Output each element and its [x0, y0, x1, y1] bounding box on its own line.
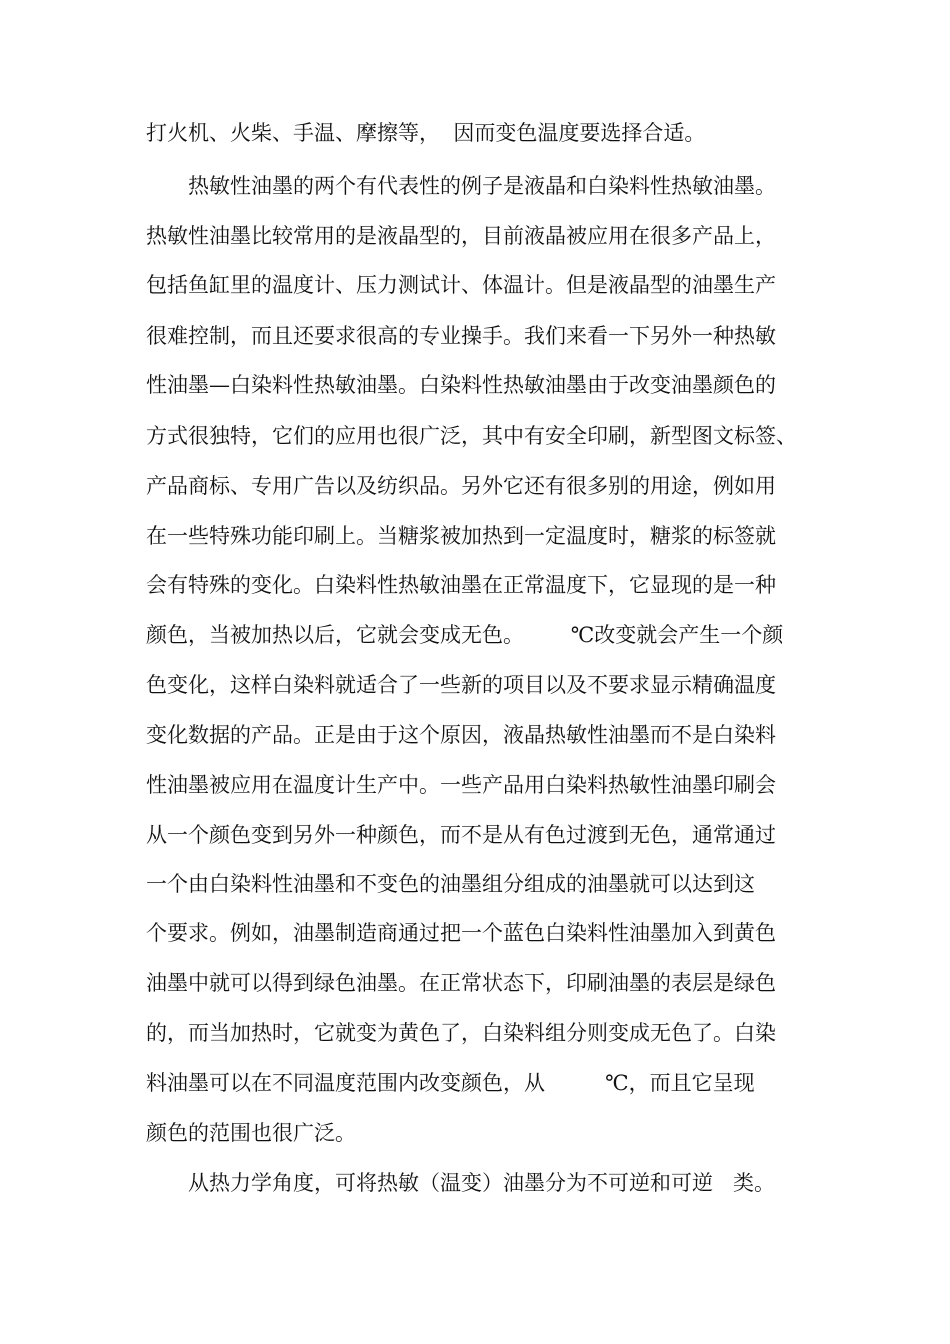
text-line: 从一个颜色变到另外一种颜色，而不是从有色过渡到无色，通常通过: [146, 823, 776, 847]
text-line: 色变化，这样白染料就适合了一些新的项目以及不要求显示精确温度: [146, 673, 776, 697]
text-line: 很难控制，而且还要求很高的专业操手。我们来看一下另外一种热敏: [146, 324, 776, 348]
text-line: 热敏性油墨比较常用的是液晶型的，目前液晶被应用在很多产品上，: [146, 224, 776, 248]
text-line: 油墨中就可以得到绿色油墨。在正常状态下，印刷油墨的表层是绿色: [146, 971, 776, 995]
text-line: 产品商标、专用广告以及纺织品。另外它还有很多别的用途，例如用: [146, 474, 776, 498]
text-line: 个要求。例如，油墨制造商通过把一个蓝色白染料性油墨加入到黄色: [146, 921, 776, 945]
text-line: 性油墨被应用在温度计生产中。一些产品用白染料热敏性油墨印刷会: [146, 773, 776, 797]
text-line: 方式很独特，它们的应用也很广泛，其中有安全印刷，新型图文标签、: [146, 424, 797, 448]
text-line: 一个由白染料性油墨和不变色的油墨组分组成的油墨就可以达到这: [146, 872, 755, 896]
text-line: 打火机、火柴、手温、摩擦等， 因而变色温度要选择合适。: [146, 121, 706, 145]
text-line: 性油墨—白染料性热敏油墨。白染料性热敏油墨由于改变油墨颜色的: [146, 373, 776, 397]
text-line: 颜色的范围也很广泛。: [146, 1121, 356, 1145]
text-line: 变化数据的产品。正是由于这个原因，液晶热敏性油墨而不是白染料: [146, 723, 776, 747]
text-line: 会有特殊的变化。白染料性热敏油墨在正常温度下，它显现的是一种: [146, 573, 776, 597]
text-line: 的，而当加热时，它就变为黄色了，白染料组分则变成无色了。白染: [146, 1021, 776, 1045]
text-line: 在一些特殊功能印刷上。当糖浆被加热到一定温度时，糖浆的标签就: [146, 524, 776, 548]
text-line: 包括鱼缸里的温度计、压力测试计、体温计。但是液晶型的油墨生产: [146, 273, 776, 297]
text-line: 颜色，当被加热以后，它就会变成无色。 ℃改变就会产生一个颜: [146, 623, 784, 647]
paragraph-first-line: 热敏性油墨的两个有代表性的例子是液晶和白染料性热敏油墨。: [188, 174, 776, 198]
paragraph-first-line: 从热力学角度，可将热敏（温变）油墨分为不可逆和可逆 类。: [188, 1171, 776, 1195]
text-line: 料油墨可以在不同温度范围内改变颜色，从 ℃，而且它呈现: [146, 1071, 755, 1095]
